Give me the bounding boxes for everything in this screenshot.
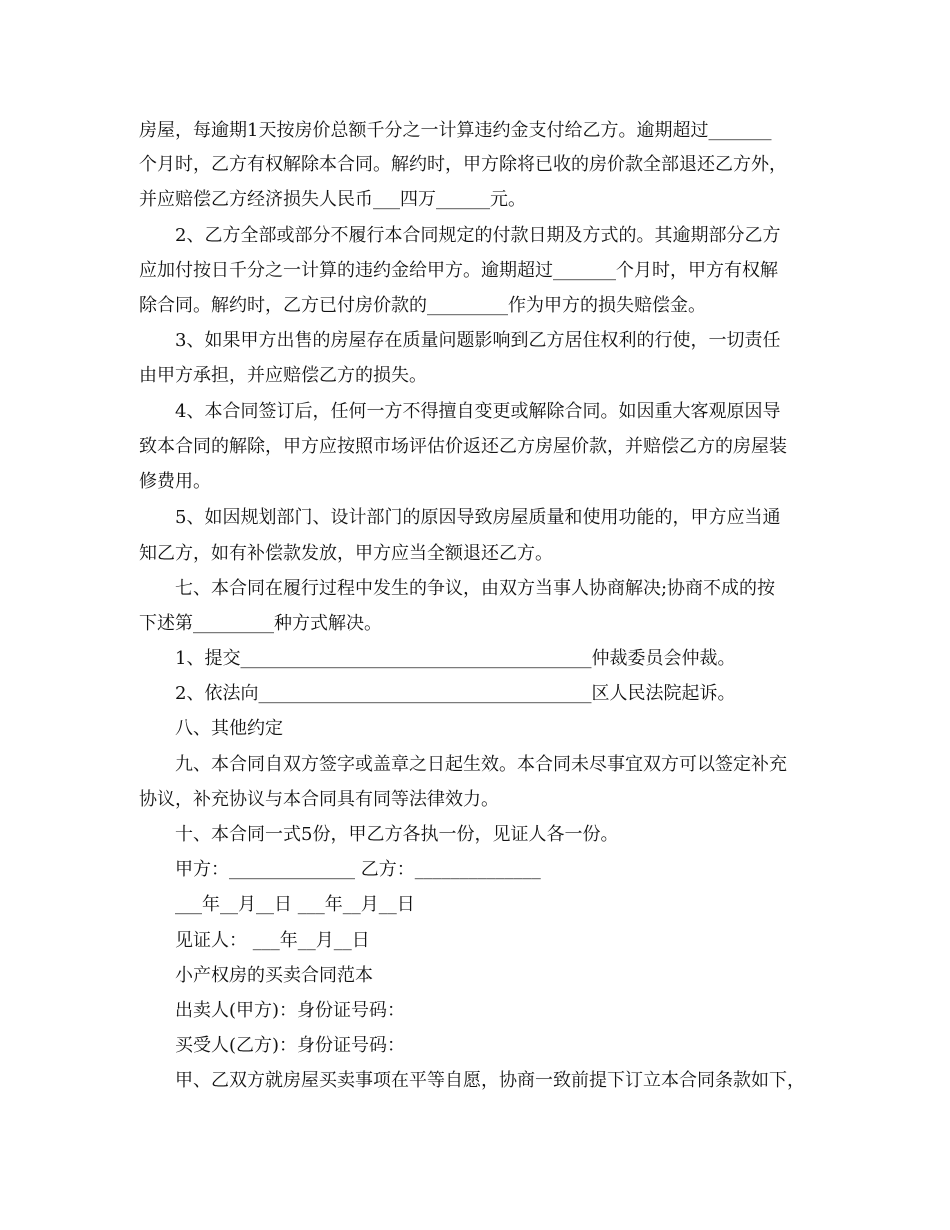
paragraph-line: 4、本合同签订后，任何一方不得擅自变更或解除合同。如因重大客观原因导 <box>175 401 781 422</box>
paragraph-line: 知乙方，如有补偿款发放，甲方应当全额退还乙方。 <box>139 543 553 564</box>
paragraph-line: 5、如因规划部门、设计部门的原因导致房屋质量和使用功能的，甲方应当通 <box>175 507 781 528</box>
paragraph-line: 修费用。 <box>139 471 211 492</box>
paragraph-line: 十、本合同一式5份，甲乙方各执一份，见证人各一份。 <box>175 824 619 845</box>
section-heading: 八、其他约定 <box>175 718 283 739</box>
paragraph-line: 房屋，每逾期1天按房价总额千分之一计算违约金支付给乙方。逾期超过_______ <box>139 120 772 141</box>
document-subtitle: 小产权房的买卖合同范本 <box>175 965 373 986</box>
paragraph-line: 并应赔偿乙方经济损失人民币___四万______元。 <box>139 189 526 210</box>
paragraph-line: 九、本合同自双方签字或盖章之日起生效。本合同未尽事宜双方可以签定补充 <box>175 754 787 775</box>
paragraph-line: 下述第_________种方式解决。 <box>139 613 382 634</box>
paragraph-line: 七、本合同在履行过程中发生的争议，由双方当事人协商解决;协商不成的按 <box>175 578 776 599</box>
paragraph-line: 由甲方承担，并应赔偿乙方的损失。 <box>139 365 427 386</box>
buyer-line: 买受人(乙方)：身份证号码： <box>175 1035 406 1056</box>
paragraph-line: 甲、乙双方就房屋买卖事项在平等自愿，协商一致前提下订立本合同条款如下， <box>175 1070 805 1091</box>
paragraph-line: 1、提交_______________________________________仲裁委员会仲裁。 <box>175 648 736 669</box>
paragraph-line: 协议，补充协议与本合同具有同等法律效力。 <box>139 789 499 810</box>
paragraph-line: 3、如果甲方出售的房屋存在质量问题影响到乙方居住权利的行使，一切责任 <box>175 330 781 351</box>
seller-line: 出卖人(甲方)：身份证号码： <box>175 1000 406 1021</box>
paragraph-line: 个月时，乙方有权解除本合同。解约时，甲方除将已收的房价款全部退还乙方外， <box>139 154 787 175</box>
paragraph-line: 除合同。解约时，乙方已付房价款的_________作为甲方的损失赔偿金。 <box>139 295 706 316</box>
paragraph-line: 致本合同的解除，甲方应按照市场评估价返还乙方房屋价款，并赔偿乙方的房屋装 <box>139 436 787 457</box>
paragraph-line: 应加付按日千分之一计算的违约金给甲方。逾期超过_______个月时，甲方有权解 <box>139 260 778 281</box>
paragraph-line: 2、依法向_____________________________________区人民法院起诉。 <box>175 683 736 704</box>
signature-line: 甲方：______________ 乙方：______________ <box>175 859 541 880</box>
paragraph-line: 2、乙方全部或部分不履行本合同规定的付款日期及方式的。其逾期部分乙方 <box>175 225 781 246</box>
date-line: ___年__月__日 ___年__月__日 <box>175 894 415 915</box>
witness-line: 见证人： ___年__月__日 <box>175 930 370 951</box>
